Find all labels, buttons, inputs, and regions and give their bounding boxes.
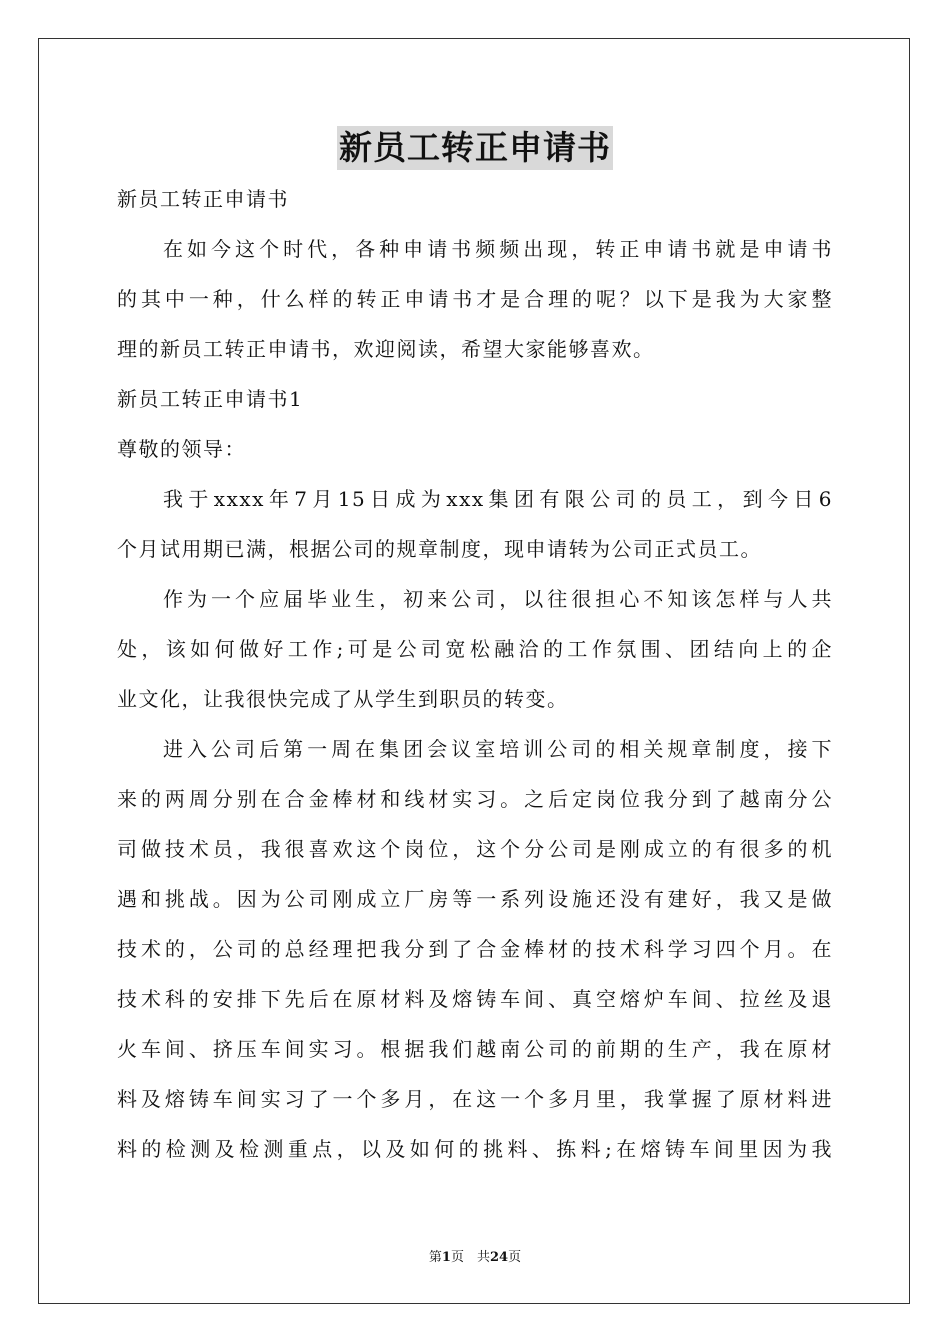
section-heading: 新员工转正申请书1 [117, 387, 304, 411]
paragraph-line: 遇和挑战。因为公司刚成立厂房等一系列设施还没有建好，我又是做 [117, 887, 833, 911]
paragraph-line: 在如今这个时代，各种申请书频频出现，转正申请书就是申请书 [163, 237, 833, 261]
subtitle-line: 新员工转正申请书 [117, 187, 289, 211]
paragraph-line: 司做技术员，我很喜欢这个岗位，这个分公司是刚成立的有很多的机 [117, 837, 833, 861]
paragraph-line: 料及熔铸车间实习了一个多月，在这一个多月里，我掌握了原材料进 [117, 1087, 833, 1111]
paragraph-line: 进入公司后第一周在集团会议室培训公司的相关规章制度，接下 [163, 737, 833, 761]
paragraph-line: 处，该如何做好工作;可是公司宽松融洽的工作氛围、团结向上的企 [117, 637, 833, 661]
paragraph-line: 作为一个应届毕业生，初来公司，以往很担心不知该怎样与人共 [163, 587, 833, 611]
paragraph-line: 个月试用期已满，根据公司的规章制度，现申请转为公司正式员工。 [117, 537, 762, 561]
document-body [117, 182, 833, 1182]
total-page-number: 24 [489, 1250, 509, 1265]
title-container [0, 126, 950, 170]
paragraph-line: 料的检测及检测重点，以及如何的挑料、拣料;在熔铸车间里因为我 [117, 1137, 833, 1161]
page-mid: 页 共 [450, 1250, 490, 1265]
salutation: 尊敬的领导： [117, 437, 246, 461]
page-footer [0, 1246, 950, 1265]
current-page-number: 1 [441, 1250, 451, 1265]
paragraph-line: 技术的，公司的总经理把我分到了合金棒材的技术科学习四个月。在 [117, 937, 833, 961]
paragraph-line: 理的新员工转正申请书，欢迎阅读，希望大家能够喜欢。 [117, 337, 655, 361]
paragraph-line: 业文化，让我很快完成了从学生到职员的转变。 [117, 687, 569, 711]
paragraph-line: 的其中一种，什么样的转正申请书才是合理的呢？以下是我为大家整 [117, 287, 833, 311]
page-suffix: 页 [508, 1250, 522, 1265]
document-title: 新员工转正申请书 [337, 126, 613, 170]
paragraph-line: 火车间、挤压车间实习。根据我们越南公司的前期的生产，我在原材 [117, 1037, 833, 1061]
paragraph-line: 来的两周分别在合金棒材和线材实习。之后定岗位我分到了越南分公 [117, 787, 833, 811]
paragraph-line: 技术科的安排下先后在原材料及熔铸车间、真空熔炉车间、拉丝及退 [117, 987, 833, 1011]
paragraph-line: 我于xxxx年7月15日成为xxx集团有限公司的员工，到今日6 [163, 487, 833, 511]
page-prefix: 第 [428, 1250, 442, 1265]
